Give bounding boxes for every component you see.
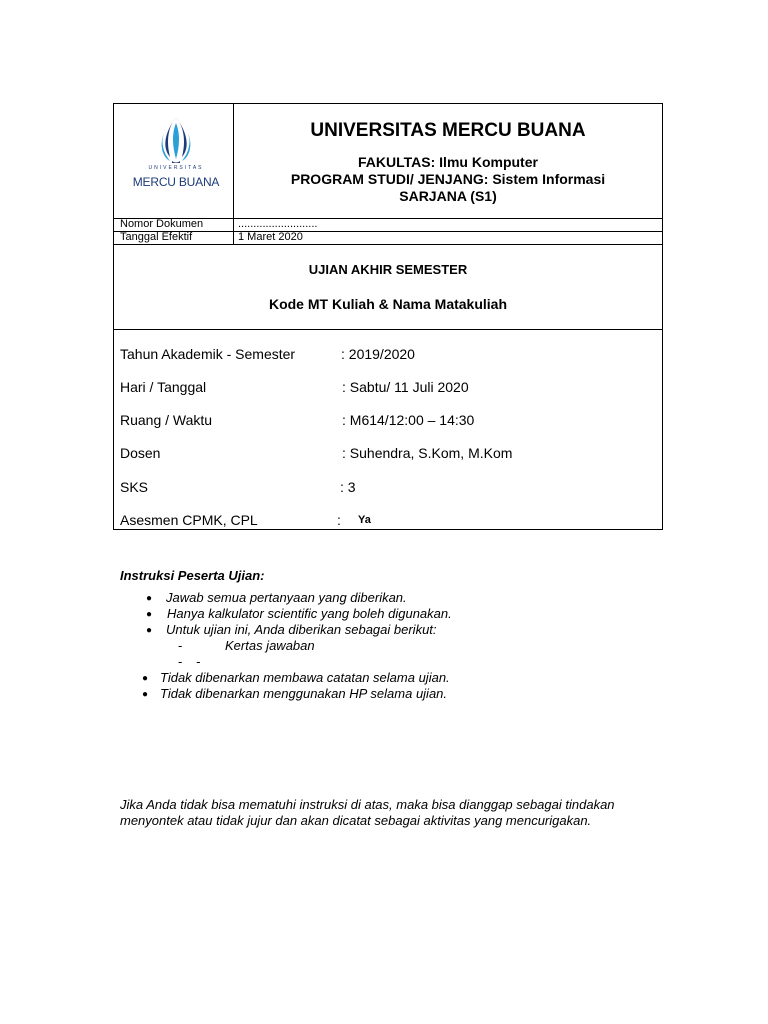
detail-value: : Sabtu/ 11 Juli 2020 [342, 379, 469, 395]
faculty: FAKULTAS: Ilmu Komputer [358, 154, 538, 170]
exam-title: UJIAN AKHIR SEMESTER [308, 262, 468, 277]
instruction-item: Untuk ujian ini, Anda diberikan sebagai berikut: [166, 622, 437, 637]
bullet-icon: ● [142, 689, 149, 700]
effective-date-value: 1 Maret 2020 [238, 231, 303, 243]
faculty-block [234, 154, 662, 205]
detail-label: Hari / Tanggal [120, 379, 207, 395]
detail-value: : M614/12:00 – 14:30 [342, 412, 475, 428]
dash-icon: - [178, 654, 183, 669]
instruction-item: Jawab semua pertanyaan yang diberikan. [166, 590, 407, 605]
detail-label: Ruang / Waktu [120, 412, 213, 428]
detail-value: : Suhendra, S.Kom, M.Kom [342, 445, 513, 461]
instruction-item: Tidak dibenarkan membawa catatan selama ujian. [160, 670, 450, 685]
degree: SARJANA (S1) [399, 188, 497, 204]
logo-subtitle: UNIVERSITAS [148, 165, 204, 171]
warning-note: Jika Anda tidak bisa mematuhi instruksi di atas, maka bisa dianggap sebagai tindakan menyontek atau tidak jujur dan akan dicatat sebagai aktivitas yang mencurigakan. [120, 797, 615, 828]
instruction-subitem: Kertas jawaban [225, 638, 315, 653]
detail-value: : [337, 512, 341, 528]
bullet-icon: ● [142, 673, 149, 684]
detail-value: : 2019/2020 [341, 346, 415, 362]
instruction-item: Tidak dibenarkan menggunakan HP selama ujian. [160, 686, 448, 701]
document-number-label: Nomor Dokumen [120, 218, 204, 230]
effective-date-label: Tanggal Efektif [120, 231, 193, 243]
detail-label: Tahun Akademik - Semester [120, 346, 296, 362]
logo-name: MERCU BUANA [132, 175, 220, 189]
instruction-subitem: - [196, 654, 201, 669]
row-divider [113, 329, 663, 330]
detail-value: : 3 [340, 479, 356, 495]
instruction-item: Hanya kalkulator scientific yang boleh digunakan. [167, 606, 452, 621]
dash-icon: - [178, 638, 183, 653]
detail-label: Dosen [120, 445, 161, 461]
program: PROGRAM STUDI/ JENJANG: Sistem Informasi [290, 171, 606, 187]
detail-label: SKS [120, 479, 149, 495]
bullet-icon: ● [146, 609, 153, 620]
university-name: UNIVERSITAS MERCU BUANA [310, 120, 586, 141]
row-divider [113, 231, 663, 232]
detail-value-extra: Ya [358, 514, 371, 526]
instructions-title: Instruksi Peserta Ujian: [120, 568, 265, 583]
course-name: Kode MT Kuliah & Nama Matakuliah [268, 296, 508, 312]
university-logo [130, 113, 222, 195]
row-divider [113, 244, 663, 245]
document-number-value: .......................... [238, 218, 318, 230]
bullet-icon: ● [146, 625, 153, 636]
flame-logo-icon [130, 113, 222, 165]
bullet-icon: ● [146, 593, 153, 604]
detail-label: Asesmen CPMK, CPL [120, 512, 258, 528]
